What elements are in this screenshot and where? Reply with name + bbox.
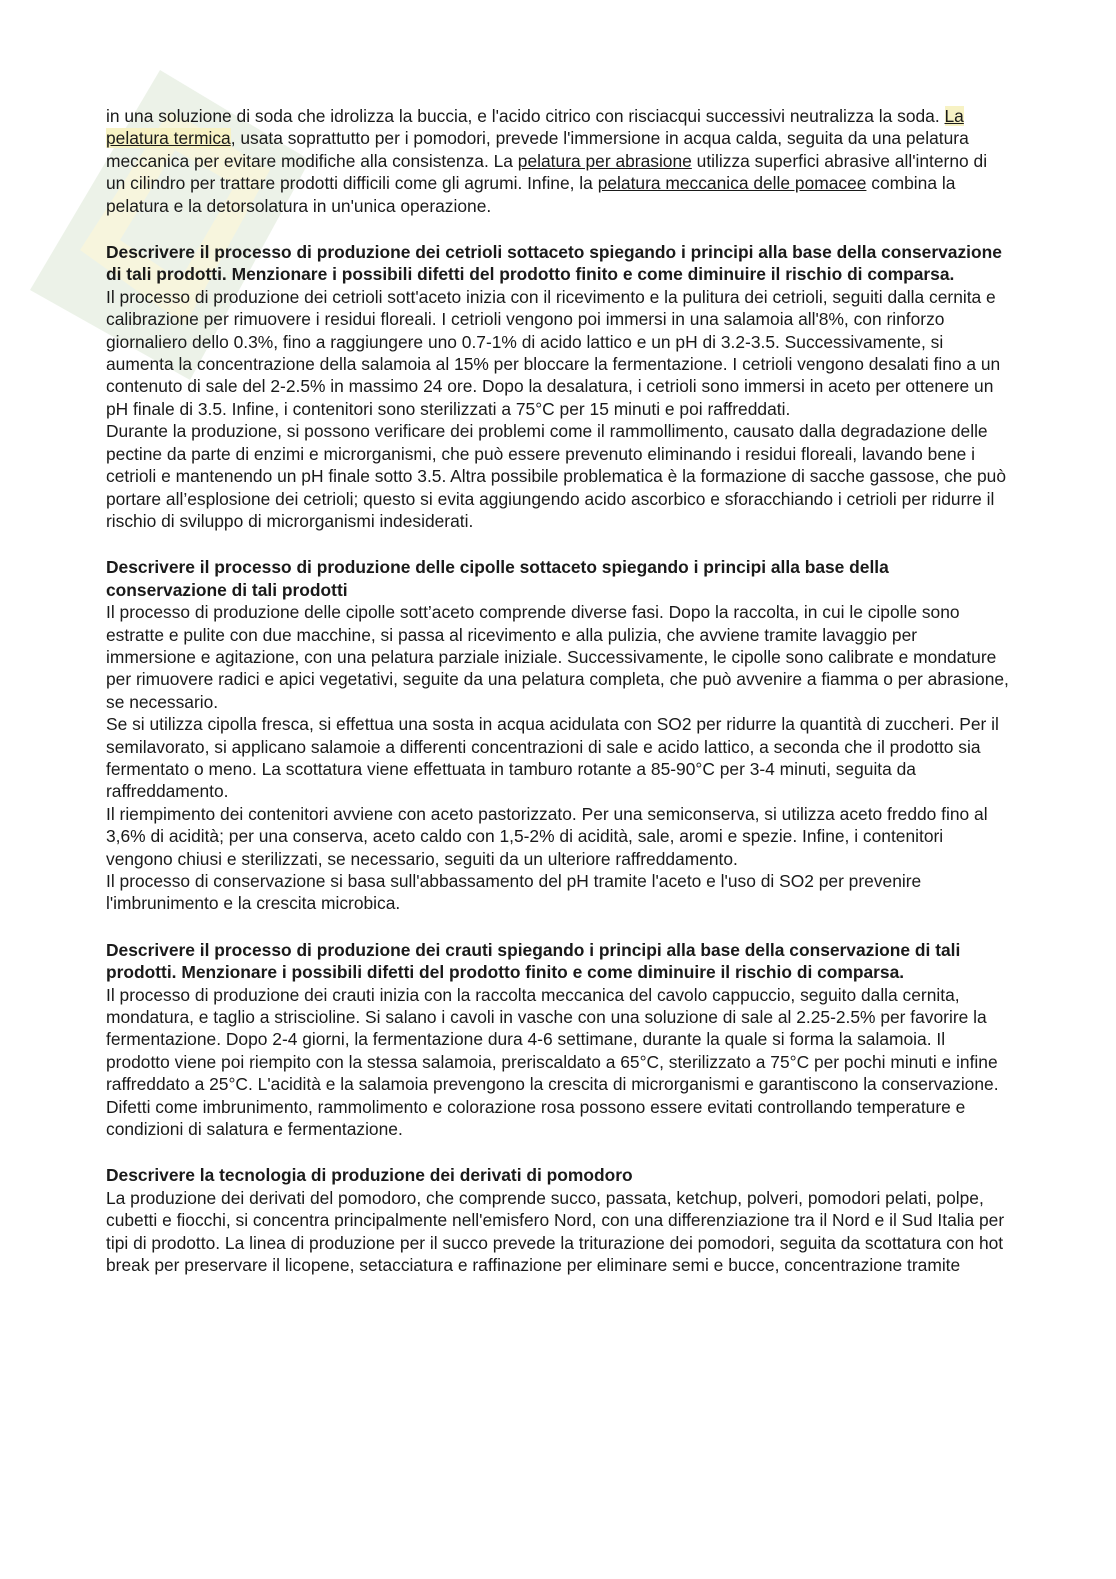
- section-paragraph: Il processo di produzione dei cetrioli sott'aceto inizia con il ricevimento e la pulitura dei cetrioli, seguiti dalla cernita e calibrazione per rimuovere i residui floreali. I cetrioli vengono poi immersi in una salamoia all'8%, con rinforzo giornaliero dello 0.3%, fino a raggiungere uno 0.7-1% di acido lattico e un pH di 3.2-3.5. Successivamente, si aumenta la concentrazione della salamoia al 15% per bloccare la fermentazione. I cetrioli vengono desalati fino a un contenuto di sale del 2-2.5% in massimo 24 ore. Dopo la desalatura, i cetrioli sono immersi in aceto per ottenere un pH finale di 3.5. Infine, i contenitori sono sterilizzati a 75°C per 15 minuti e poi raffreddati.: [106, 286, 1001, 419]
- section-heading: Descrivere il processo di produzione delle cipolle sottaceto spiegando i principi alla base della conservazione di tali prodotti: [106, 557, 889, 600]
- intro-text-1: in una soluzione di soda che idrolizza la buccia, e l'acido citrico con risciacqui successivi neutralizza la soda.: [106, 106, 945, 126]
- section-cetrioli: [106, 241, 1011, 532]
- section-paragraph: Il processo di produzione delle cipolle sott’aceto comprende diverse fasi. Dopo la raccolta, in cui le cipolle sono estratte e pulite con due macchine, si passa al ricevimento e alla pulizia, che avviene tramite lavaggio per immersione e agitazione, con una pelatura parziale iniziale. Successivamente, le cipolle sono calibrate e mondature per rimuovere radici e apici vegetativi, seguite da una pelatura completa, che può avvenire a fiamma o per abrasione, se necessario.: [106, 602, 1009, 712]
- section-cipolle: [106, 556, 1011, 915]
- section-heading: Descrivere il processo di produzione dei cetrioli sottaceto spiegando i principi alla base della conservazione di tali prodotti. Menzionare i possibili difetti del prodotto finito e come diminuire il rischio di comparsa.: [106, 242, 1002, 285]
- pelatura-abrasione-term: pelatura per abrasione: [517, 150, 692, 171]
- pelatura-termica-term: La pelatura termica: [106, 106, 964, 149]
- section-pomodoro: [106, 1164, 1011, 1276]
- document-page: [106, 105, 1011, 1277]
- section-paragraph: Durante la produzione, si possono verificare dei problemi come il rammollimento, causato dalla degradazione delle pectine da parte di enzimi e microrganismi, che può essere prevenuto eliminando i residui floreali, lavando bene i cetrioli e mantenendo un pH finale sotto 3.5. Altra possibile problematica è la formazione di sacche gassose, che può portare all’esplosione dei cetrioli; questo si evita aggiungendo acido ascorbico e sforacchiando i cetrioli per ridurre il rischio di sviluppo di microrganismi indesiderati.: [106, 421, 1007, 531]
- section-paragraph: Il riempimento dei contenitori avviene con aceto pastorizzato. Per una semiconserva, si utilizza aceto freddo fino al 3,6% di acidità; per una conserva, aceto caldo con 1,5-2% di acidità, sale, aromi e spezie. Infine, i contenitori vengono chiusi e sterilizzati, se necessario, seguiti da un ulteriore raffreddamento.: [106, 803, 988, 869]
- section-heading: Descrivere la tecnologia di produzione dei derivati di pomodoro: [106, 1165, 633, 1186]
- section-paragraph: Il processo di produzione dei crauti inizia con la raccolta meccanica del cavolo cappuccio, seguito dalla cernita, mondatura, e taglio a striscioline. Si salano i cavoli in vasche con una soluzione di sale al 2.25-2.5% per favorire la fermentazione. Dopo 2-4 giorni, la fermentazione dura 4-6 settimane, durante la quale si forma la salamoia. Il prodotto viene poi riempito con la stessa salamoia, preriscaldato a 65°C, sterilizzato a 75°C per pochi minuti e infine raffreddato a 25°C. L'acidità e la salamoia prevengono la crescita di microrganismi e garantiscono la conservazione. Difetti come imbrunimento, rammolimento e colorazione rosa possono essere evitati controllando temperature e condizioni di salatura e fermentazione.: [106, 984, 999, 1140]
- pelatura-pomacee-term: pelatura meccanica delle pomacee: [597, 173, 867, 194]
- intro-text-4: combina la pelatura e la detorsolatura in un'unica operazione.: [106, 173, 956, 216]
- section-paragraph: La produzione dei derivati del pomodoro, che comprende succo, passata, ketchup, polveri, pomodori pelati, polpe, cubetti e fiocchi, si concentra principalmente nell'emisfero Nord, con una differenziazione tra il Nord e il Sud Italia per tipi di prodotto. La linea di produzione per il succo prevede la triturazione dei pomodori, seguita da scottatura con hot break per preservare il licopene, setacciatura e raffinazione per eliminare semi e bucce, concentrazione tramite: [106, 1187, 1005, 1276]
- intro-paragraph: [106, 105, 1011, 217]
- section-heading: Descrivere il processo di produzione dei crauti spiegando i principi alla base della conservazione di tali prodotti. Menzionare i possibili difetti del prodotto finito e come diminuire il rischio di comparsa.: [106, 939, 961, 983]
- intro-text-2: , usata soprattutto per i pomodori, prevede l'immersione in acqua calda, seguita da una pelatura meccanica per evitare modifiche alla consistenza. La: [106, 128, 969, 171]
- section-paragraph: Se si utilizza cipolla fresca, si effettua una sosta in acqua acidulata con SO2 per ridurre la quantità di zuccheri. Per il semilavorato, si applicano salamoie a differenti concentrazioni di sale e acido lattico, a seconda che il prodotto sia fermentato o meno. La scottatura viene effettuata in tamburo rotante a 85-90°C per 3-4 minuti, seguita da raffreddamento.: [106, 714, 999, 802]
- section-crauti: [106, 939, 1011, 1141]
- section-paragraph: Il processo di conservazione si basa sull'abbassamento del pH tramite l'aceto e l'uso di SO2 per prevenire l'imbrunimento e la crescita microbica.: [106, 871, 922, 914]
- intro-text-3: utilizza superfici abrasive all'interno di un cilindro per trattare prodotti difficili come gli agrumi. Infine, la: [106, 150, 988, 194]
